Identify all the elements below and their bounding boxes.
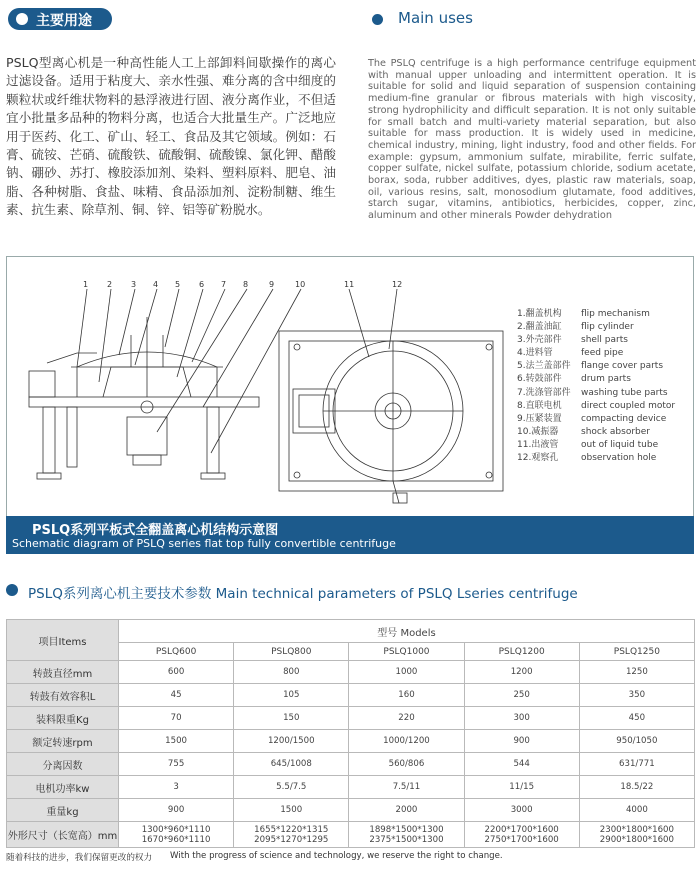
callout-8: 8 xyxy=(243,280,249,289)
cell: 1500 xyxy=(234,799,349,822)
callout-1: 1 xyxy=(83,280,89,289)
item-header: 项目Items xyxy=(7,620,119,661)
table-row xyxy=(7,707,695,730)
cell: 900 xyxy=(119,799,234,822)
part-en: feed pipe xyxy=(581,348,624,359)
parts-legend xyxy=(517,308,675,465)
part-row xyxy=(517,321,675,334)
diagram-banner xyxy=(6,516,694,554)
row-label: 重量kg xyxy=(7,799,119,822)
cell: 5.5/7.5 xyxy=(234,776,349,799)
cell: 1200 xyxy=(464,661,579,684)
cell: 1500 xyxy=(119,730,234,753)
part-cn: 9.压紧装置 xyxy=(517,413,562,424)
cell: 350 xyxy=(579,684,694,707)
part-en: observation hole xyxy=(581,453,657,464)
main-uses-cn-header xyxy=(8,8,112,30)
part-row xyxy=(517,360,675,373)
cell: 645/1008 xyxy=(234,753,349,776)
dim-line: 1655*1220*1315 xyxy=(254,824,329,835)
dim-line: 2200*1700*1600 xyxy=(484,824,559,835)
cell: 3 xyxy=(119,776,234,799)
cell: 105 xyxy=(234,684,349,707)
cell: 1000/1200 xyxy=(349,730,464,753)
row-label: 额定转速rpm xyxy=(7,730,119,753)
part-en: shell parts xyxy=(581,335,628,346)
diagram-title-en: Schematic diagram of PSLQ series flat top fully convertible centrifuge xyxy=(12,537,396,550)
row-label: 电机功率kw xyxy=(7,776,119,799)
part-row xyxy=(517,452,675,465)
part-row xyxy=(517,413,675,426)
callout-10: 10 xyxy=(295,280,306,289)
cell xyxy=(349,822,464,848)
cell: 560/806 xyxy=(349,753,464,776)
cell: 4000 xyxy=(579,799,694,822)
main-uses-cn-title: 主要用途 xyxy=(36,13,92,29)
dim-line: 2375*1500*1300 xyxy=(369,834,444,845)
cell: 2000 xyxy=(349,799,464,822)
main-uses-en-header xyxy=(372,8,572,30)
dim-line: 2300*1800*1600 xyxy=(599,824,674,835)
cell: 800 xyxy=(234,661,349,684)
cell xyxy=(579,822,694,848)
table-row xyxy=(7,776,695,799)
part-cn: 10.减振器 xyxy=(517,426,559,437)
callout-12: 12 xyxy=(392,280,403,289)
cell: 3000 xyxy=(464,799,579,822)
cell: 11/15 xyxy=(464,776,579,799)
bullet-icon xyxy=(16,13,28,25)
part-row xyxy=(517,347,675,360)
part-row xyxy=(517,400,675,413)
row-label: 转鼓有效容积L xyxy=(7,684,119,707)
table-row xyxy=(7,753,695,776)
footer-en: With the progress of science and technology, we reserve the right to change. xyxy=(170,851,503,861)
callout-2: 2 xyxy=(107,280,113,289)
part-en: shock absorber xyxy=(581,426,650,437)
part-row xyxy=(517,439,675,452)
part-en: out of liquid tube xyxy=(581,439,659,450)
part-cn: 6.转鼓部件 xyxy=(517,374,562,385)
cell xyxy=(234,822,349,848)
bullet-icon xyxy=(6,584,18,596)
row-label: 分离因数 xyxy=(7,753,119,776)
callout-9: 9 xyxy=(269,280,275,289)
footer-cn: 随着科技的进步，我们保留更改的权力 xyxy=(6,853,153,863)
cell: 1200/1500 xyxy=(234,730,349,753)
cell: 1250 xyxy=(579,661,694,684)
cell: 755 xyxy=(119,753,234,776)
part-row xyxy=(517,334,675,347)
part-row xyxy=(517,426,675,439)
callout-6: 6 xyxy=(199,280,205,289)
params-title: PSLQ系列离心机主要技术参数 Main technical parameters of PSLQ Lseries centrifuge xyxy=(28,586,578,602)
part-en: direct coupled motor xyxy=(581,400,676,411)
cell: 220 xyxy=(349,707,464,730)
intro-cn-paragraph: PSLQ型离心机是一种高性能人工上部卸料间歇操作的离心过滤设备。适用于粘度大、亲水性强、难分离的含中细度的颗粒状或纤维状物料的悬浮液进行固、液分离作业，不但适宜小批量多品种的物料分离，也适合大批量生产。广泛地应用于医药、化工、矿山、轻工、食品及其它领域。例如：石膏、硫铵、芒硝、硫酸铁、硫酸铜、硫酸镍、氯化钾、醋酸钠、硼砂、苏打、橡胶添加剂、染料、塑料原料、肥皂、油脂、各种树脂、食盐、味精、食品添加剂、淀粉制糖、维生素、抗生素、除草剂、铜、锌、铝等矿粉脱水。 xyxy=(6,55,336,218)
cell: 450 xyxy=(579,707,694,730)
model-name: PSLQ800 xyxy=(234,643,349,661)
table-row xyxy=(7,684,695,707)
table-row xyxy=(7,661,695,684)
cell: 18.5/22 xyxy=(579,776,694,799)
part-en: drum parts xyxy=(581,374,631,385)
callout-3: 3 xyxy=(131,280,137,289)
model-name: PSLQ1000 xyxy=(349,643,464,661)
params-table xyxy=(6,619,695,848)
dim-line: 2900*1800*1600 xyxy=(599,834,674,845)
table-row xyxy=(7,730,695,753)
cell: 45 xyxy=(119,684,234,707)
part-cn: 5.法兰盖部件 xyxy=(517,361,571,372)
dim-line: 1898*1500*1300 xyxy=(369,824,444,835)
callout-11: 11 xyxy=(344,280,355,289)
bullet-icon xyxy=(372,14,383,25)
part-row xyxy=(517,387,675,400)
part-row xyxy=(517,308,675,321)
model-name: PSLQ600 xyxy=(119,643,234,661)
model-header: 型号 Models xyxy=(119,620,695,643)
part-en: flange cover parts xyxy=(581,361,664,372)
part-row xyxy=(517,373,675,386)
cell: 70 xyxy=(119,707,234,730)
cell: 300 xyxy=(464,707,579,730)
cell: 600 xyxy=(119,661,234,684)
cell: 160 xyxy=(349,684,464,707)
part-en: washing tube parts xyxy=(581,387,668,398)
dim-line: 2095*1270*1295 xyxy=(254,834,329,845)
part-cn: 12.观察孔 xyxy=(517,453,559,464)
row-label: 装料限重Kg xyxy=(7,707,119,730)
table-row xyxy=(7,799,695,822)
part-cn: 8.直联电机 xyxy=(517,400,562,411)
part-cn: 4.进料管 xyxy=(517,348,553,359)
row-label: 转鼓直径mm xyxy=(7,661,119,684)
dim-line: 1300*960*1110 xyxy=(141,824,211,835)
part-cn: 7.洗涤管部件 xyxy=(517,387,571,398)
cell: 1000 xyxy=(349,661,464,684)
row-label: 外形尺寸（长宽高）mm xyxy=(7,822,119,848)
cell xyxy=(464,822,579,848)
cell: 150 xyxy=(234,707,349,730)
table-row xyxy=(7,822,695,848)
cell: 250 xyxy=(464,684,579,707)
diagram-title-cn: PSLQ系列平板式全翻盖离心机结构示意图 xyxy=(32,523,279,538)
callout-5: 5 xyxy=(175,280,181,289)
part-en: flip mechanism xyxy=(581,309,650,319)
main-uses-en-title: Main uses xyxy=(398,9,473,27)
part-cn: 11.出液管 xyxy=(517,439,559,450)
cell: 900 xyxy=(464,730,579,753)
part-cn: 2.翻盖油缸 xyxy=(517,322,562,333)
dim-line: 2750*1700*1600 xyxy=(484,834,559,845)
callout-4: 4 xyxy=(153,280,159,289)
part-en: flip cylinder xyxy=(581,322,634,333)
part-cn: 3.外壳部件 xyxy=(517,335,562,346)
dim-line: 1670*960*1110 xyxy=(141,834,211,845)
part-en: compacting device xyxy=(581,413,667,424)
intro-en-paragraph: The PSLQ centrifuge is a high performance centrifuge equipment with manual upper unloading and intermittent operation. It is suitable for solid and liquid separation of suspension containing medium-fine granular or fibrous materials with high viscosity, strong hydrophilicity and difficult separation. It is not only suitable for small batch and multi-variety material separation, but also suitable for mass production. It is widely used in medicine, chemical industry, mining, light industry, food and other fields. For example: gypsum, ammonium sulfate, mirabilite, ferric sulfate, copper sulfate, nickel sulfate, potassium chloride, sodium acetate, borax, soda, rubber additives, dyes, plastic raw materials, soap, oil, various resins, salt, monosodium glutamate, food additives, starch sugar, vitamins, antibiotics, herbicides, copper, zinc, aluminum and other minerals Powder dehydration xyxy=(368,58,696,222)
cell: 950/1050 xyxy=(579,730,694,753)
cell: 7.5/11 xyxy=(349,776,464,799)
callout-7: 7 xyxy=(221,280,227,289)
cell: 544 xyxy=(464,753,579,776)
model-name: PSLQ1200 xyxy=(464,643,579,661)
cell: 631/771 xyxy=(579,753,694,776)
cell xyxy=(119,822,234,848)
model-name: PSLQ1250 xyxy=(579,643,694,661)
part-cn: 1.翻盖机构 xyxy=(517,309,562,319)
